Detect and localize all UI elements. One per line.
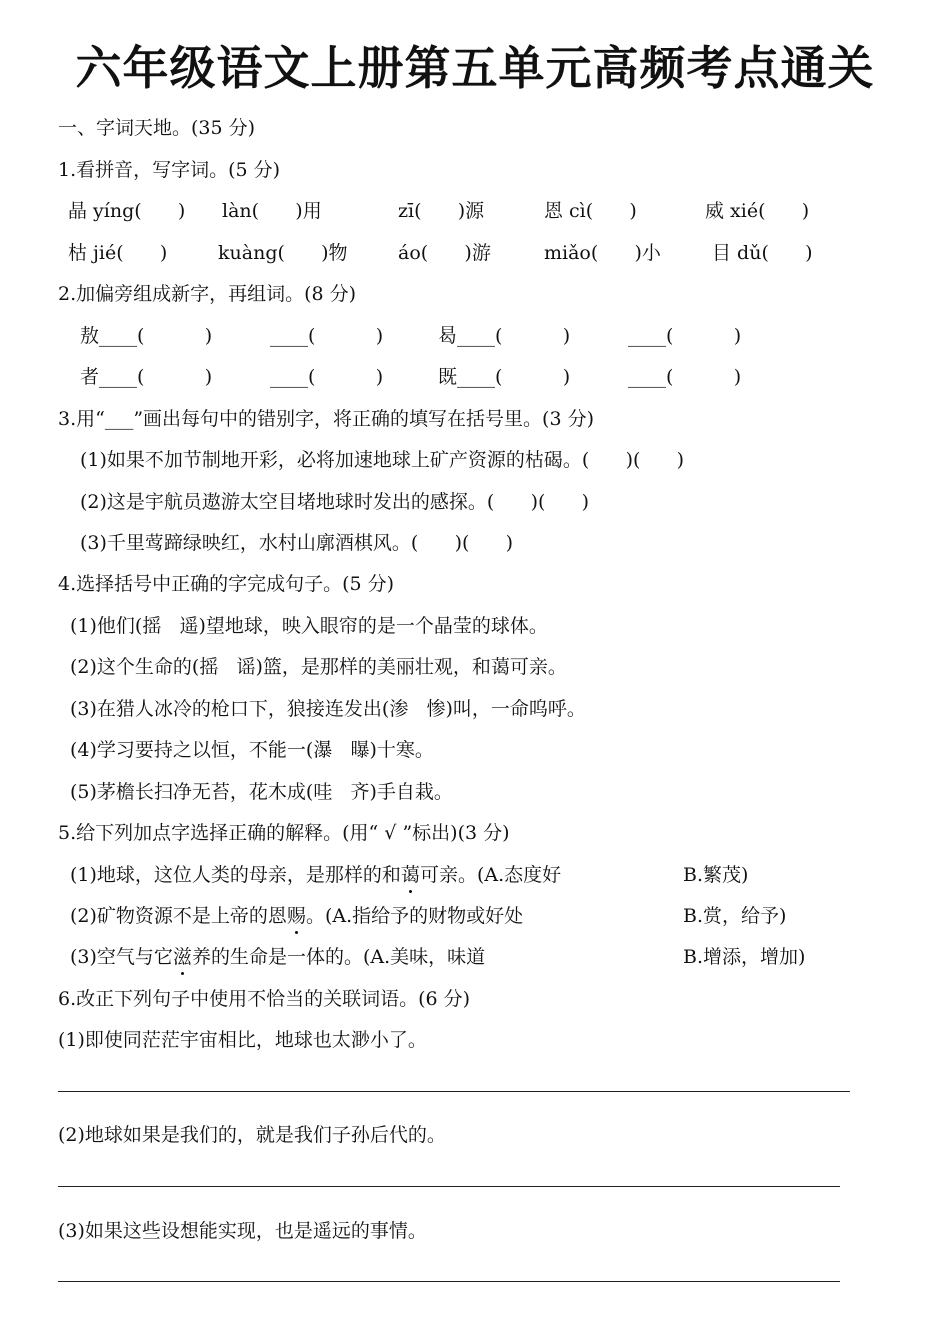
emphasis-dot-char: 蔼 (400, 864, 420, 886)
pinyin-item[interactable]: áo( )游 (398, 242, 491, 264)
question-3-item[interactable]: (2)这是宇航员遨游太空目堵地球时发出的感探。( )( ) (80, 491, 590, 513)
answer-line[interactable] (58, 1091, 850, 1092)
question-6-heading: 6.改正下列句子中使用不恰当的关联词语。(6 分) (58, 988, 471, 1010)
pinyin-item[interactable]: 恩 cì( ) (544, 200, 637, 222)
radical-item[interactable]: ____( ) (628, 325, 742, 347)
pinyin-item[interactable]: miǎo( )小 (544, 242, 661, 264)
question-6-item: (1)即使同茫茫宇宙相比，地球也太渺小了。 (58, 1029, 427, 1051)
answer-line[interactable] (58, 1186, 840, 1187)
question-5-heading: 5.给下列加点字选择正确的解释。(用“ √ ”标出)(3 分) (58, 822, 510, 844)
question-4-item[interactable]: (4)学习要持之以恒，不能一(瀑 曝)十寒。 (70, 739, 434, 761)
pinyin-item[interactable]: 枯 jié( ) (68, 242, 168, 264)
page-title: 六年级语文上册第五单元高频考点通关 (75, 41, 875, 95)
question-3-heading: 3.用“___”画出每句中的错别字，将正确的填写在括号里。(3 分) (58, 408, 595, 430)
question-2-heading: 2.加偏旁组成新字，再组词。(8 分) (58, 283, 357, 305)
option-b[interactable]: B.繁茂) (683, 864, 749, 886)
question-3-item[interactable]: (3)千里莺蹄绿映红，水村山廓酒棋风。( )( ) (80, 532, 514, 554)
section-heading: 一、字词天地。(35 分) (58, 117, 256, 139)
emphasis-dot-char: 赐 (286, 905, 306, 927)
pinyin-item[interactable]: zī( )源 (398, 200, 485, 222)
answer-line[interactable] (58, 1281, 840, 1282)
question-4-item[interactable]: (3)在猎人冰冷的枪口下，狼接连发出(渗 惨)叫，一命呜呼。 (70, 698, 586, 720)
question-4-item[interactable]: (2)这个生命的(摇 谣)篮，是那样的美丽壮观，和蔼可亲。 (70, 656, 567, 678)
question-5-text: (2)矿物资源不是上帝的恩赐。(A.指给予的财物或好处 (70, 905, 524, 927)
radical-item[interactable]: ____( ) (270, 325, 384, 347)
question-4-item[interactable]: (5)茅檐长扫净无苔，花木成(哇 齐)手自栽。 (70, 781, 453, 803)
pinyin-item[interactable]: 晶 yíng( ) (68, 200, 186, 222)
question-6-item: (3)如果这些设想能实现，也是遥远的事情。 (58, 1220, 427, 1242)
question-4-item[interactable]: (1)他们(摇 遥)望地球，映入眼帘的是一个晶莹的球体。 (70, 615, 548, 637)
question-1-heading: 1.看拼音，写字词。(5 分) (58, 159, 281, 181)
pinyin-item[interactable]: 目 dǔ( ) (712, 242, 813, 264)
emphasis-dot-char: 滋 (172, 946, 192, 968)
pinyin-item[interactable]: 威 xié( ) (705, 200, 810, 222)
pinyin-item[interactable]: làn( )用 (222, 200, 322, 222)
question-5-text: (1)地球，这位人类的母亲，是那样的和蔼可亲。(A.态度好 (70, 864, 562, 886)
radical-item[interactable]: 既____( ) (438, 366, 571, 388)
radical-item[interactable]: 者____( ) (80, 366, 213, 388)
question-5-text: (3)空气与它滋养的生命是一体的。(A.美味，味道 (70, 946, 486, 968)
radical-item[interactable]: 敖____( ) (80, 325, 213, 347)
radical-item[interactable]: ____( ) (628, 366, 742, 388)
radical-item[interactable]: 曷____( ) (438, 325, 571, 347)
option-b[interactable]: B.赏，给予) (683, 905, 787, 927)
question-3-item[interactable]: (1)如果不加节制地开彩，必将加速地球上矿产资源的枯碣。( )( ) (80, 449, 685, 471)
radical-item[interactable]: ____( ) (270, 366, 384, 388)
pinyin-item[interactable]: kuàng( )物 (218, 242, 348, 264)
question-6-item: (2)地球如果是我们的，就是我们子孙后代的。 (58, 1124, 446, 1146)
question-4-heading: 4.选择括号中正确的字完成句子。(5 分) (58, 573, 395, 595)
option-b[interactable]: B.增添，增加) (683, 946, 806, 968)
